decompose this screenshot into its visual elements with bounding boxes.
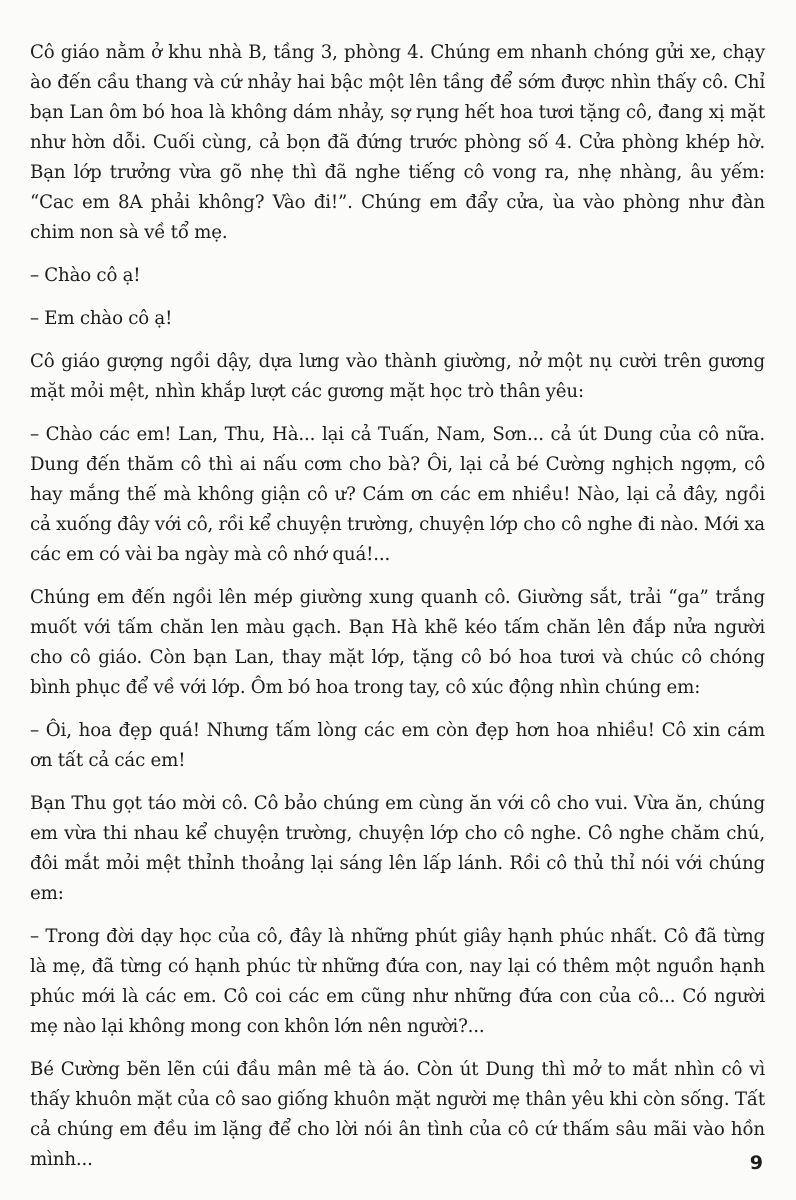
- page-body: [30, 38, 765, 1188]
- paragraph: Chúng em đến ngồi lên mép giường xung quanh cô. Giường sắt, trải “ga” trắng muốt với tấm chăn len màu gạch. Bạn Hà khẽ kéo tấm chăn lên đắp nửa người cho cô giáo. Còn bạn Lan, thay mặt lớp, tặng cô bó hoa tươi và chúc cô chóng bình phục để về với lớp. Ôm bó hoa trong tay, cô xúc động nhìn chúng em:: [30, 587, 765, 698]
- paragraph: Bạn Thu gọt táo mời cô. Cô bảo chúng em cùng ăn với cô cho vui. Vừa ăn, chúng em vừa thi nhau kể chuyện trường, chuyện lớp cho cô nghe. Cô nghe chăm chú, đôi mắt mỏi mệt thỉnh thoảng lại sáng lên lấp lánh. Rồi cô thủ thỉ nói với chúng em:: [30, 793, 765, 904]
- paragraph: Cô giáo nằm ở khu nhà B, tầng 3, phòng 4. Chúng em nhanh chóng gửi xe, chạy ào đến cầu thang và cứ nhảy hai bậc một lên tầng để sớm được nhìn thấy cô. Chỉ bạn Lan ôm bó hoa là không dám nhảy, sợ rụng hết hoa tươi tặng cô, đang xị mặt như hờn dỗi. Cuối cùng, cả bọn đã đứng trước phòng số 4. Cửa phòng khép hờ. Bạn lớp trưởng vừa gõ nhẹ thì đã nghe tiếng cô vong ra, nhẹ nhàng, âu yếm: “Cac em 8A phải không? Vào đi!”. Chúng em đẩy cửa, ùa vào phòng như đàn chim non sà về tổ mẹ.: [30, 42, 765, 243]
- paragraph: – Ôi, hoa đẹp quá! Nhưng tấm lòng các em còn đẹp hơn hoa nhiều! Cô xin cám ơn tất cả các em!: [30, 720, 765, 771]
- paragraph: – Chào các em! Lan, Thu, Hà... lại cả Tuấn, Nam, Sơn... cả út Dung của cô nữa. Dung đến thăm cô thì ai nấu cơm cho bà? Ôi, lại cả bé Cường nghịch ngợm, cô hay mắng thế mà không giận cô ư? Cám ơn các em nhiều! Nào, lại cả đây, ngồi cả xuống đây với cô, rồi kể chuyện trường, chuyện lớp cho cô nghe đi nào. Mới xa các em có vài ba ngày mà cô nhớ quá!...: [30, 424, 765, 565]
- paragraph: – Em chào cô ạ!: [30, 308, 173, 329]
- page-number: 9: [749, 1152, 763, 1174]
- paragraph: – Chào cô ạ!: [30, 265, 141, 286]
- paragraph: Cô giáo gượng ngồi dậy, dựa lưng vào thành giường, nở một nụ cười trên gương mặt mỏi mệt, nhìn khắp lượt các gương mặt học trò thân yêu:: [30, 351, 765, 402]
- paragraph: Bé Cường bẽn lẽn cúi đầu mân mê tà áo. Còn út Dung thì mở to mắt nhìn cô vì thấy khuôn mặt của cô sao giống khuôn mặt người mẹ thân yêu khi còn sống. Tất cả chúng em đều im lặng để cho lời nói ân tình của cô cứ thấm sâu mãi vào hồn mình...: [30, 1059, 765, 1170]
- paragraph: – Trong đời dạy học của cô, đây là những phút giây hạnh phúc nhất. Cô đã từng là mẹ, đã từng có hạnh phúc từ những đứa con, nay lại có thêm một nguồn hạnh phúc mới là các em. Cô coi các em cũng như những đứa con của cô... Có người mẹ nào lại không mong con khôn lớn nên người?...: [30, 926, 765, 1037]
